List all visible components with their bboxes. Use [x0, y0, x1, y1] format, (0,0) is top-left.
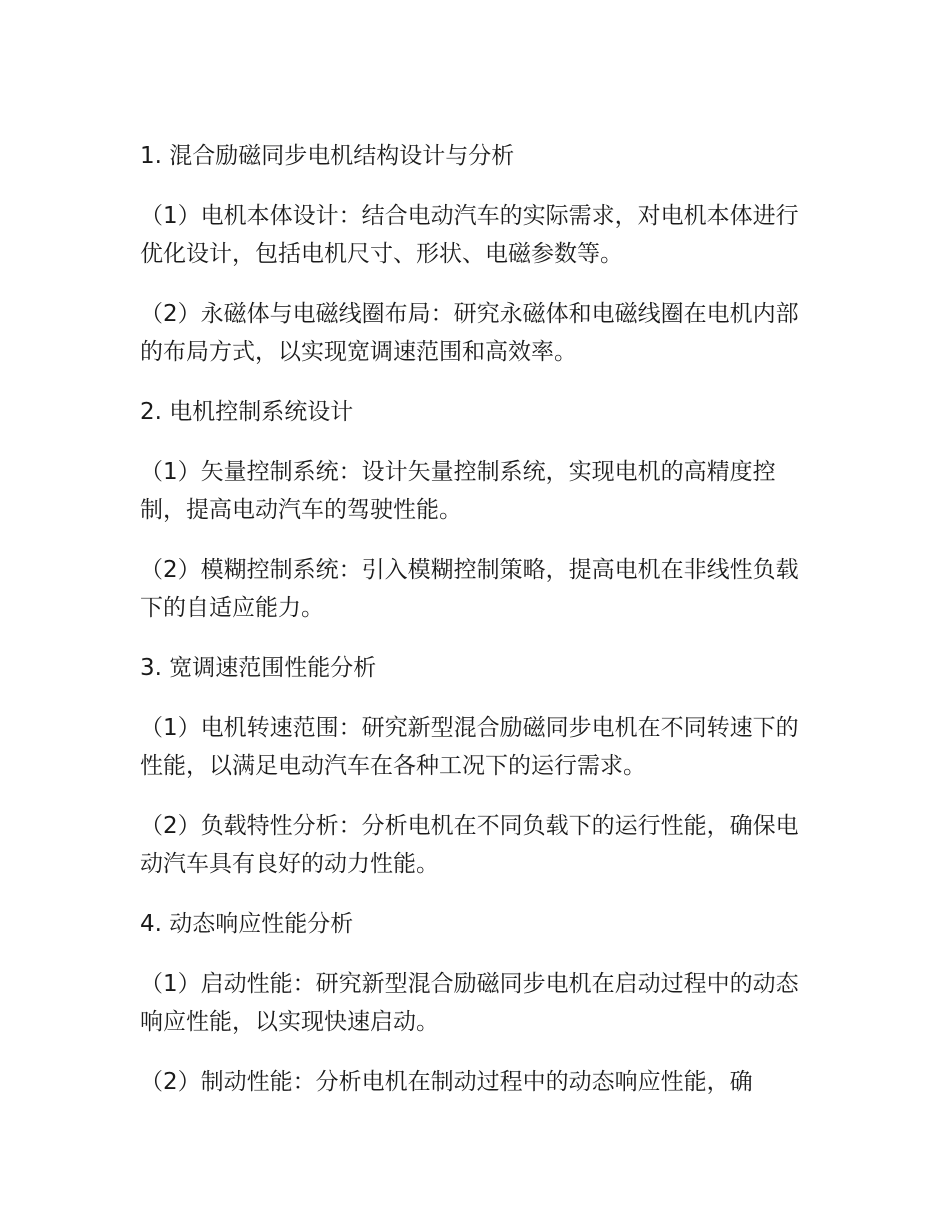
section-heading-3: 3. 宽调速范围性能分析: [140, 655, 377, 681]
section-3-item-2: （2）负载特性分析：分析电机在不同负载下的运行性能，确保电动汽车具有良好的动力性能。: [140, 813, 799, 877]
section-1-item-1: （1）电机本体设计：结合电动汽车的实际需求，对电机本体进行优化设计，包括电机尺寸、形状、电磁参数等。: [140, 203, 799, 267]
section-heading-1: 1. 混合励磁同步电机结构设计与分析: [140, 143, 515, 169]
section-2-item-1: （1）矢量控制系统：设计矢量控制系统，实现电机的高精度控制，提高电动汽车的驾驶性能。: [140, 459, 776, 523]
section-heading-4: 4. 动态响应性能分析: [140, 911, 354, 937]
document-body: [140, 137, 804, 1123]
section-4-item-2: （2）制动性能：分析电机在制动过程中的动态响应性能，确: [140, 1069, 753, 1095]
section-1-item-2: （2）永磁体与电磁线圈布局：研究永磁体和电磁线圈在电机内部的布局方式，以实现宽调速范围和高效率。: [140, 301, 799, 365]
section-3-item-1: （1）电机转速范围：研究新型混合励磁同步电机在不同转速下的性能，以满足电动汽车在各种工况下的运行需求。: [140, 715, 799, 779]
section-4-item-1: （1）启动性能：研究新型混合励磁同步电机在启动过程中的动态响应性能，以实现快速启动。: [140, 971, 799, 1035]
section-heading-2: 2. 电机控制系统设计: [140, 399, 354, 425]
section-2-item-2: （2）模糊控制系统：引入模糊控制策略，提高电机在非线性负载下的自适应能力。: [140, 557, 799, 621]
